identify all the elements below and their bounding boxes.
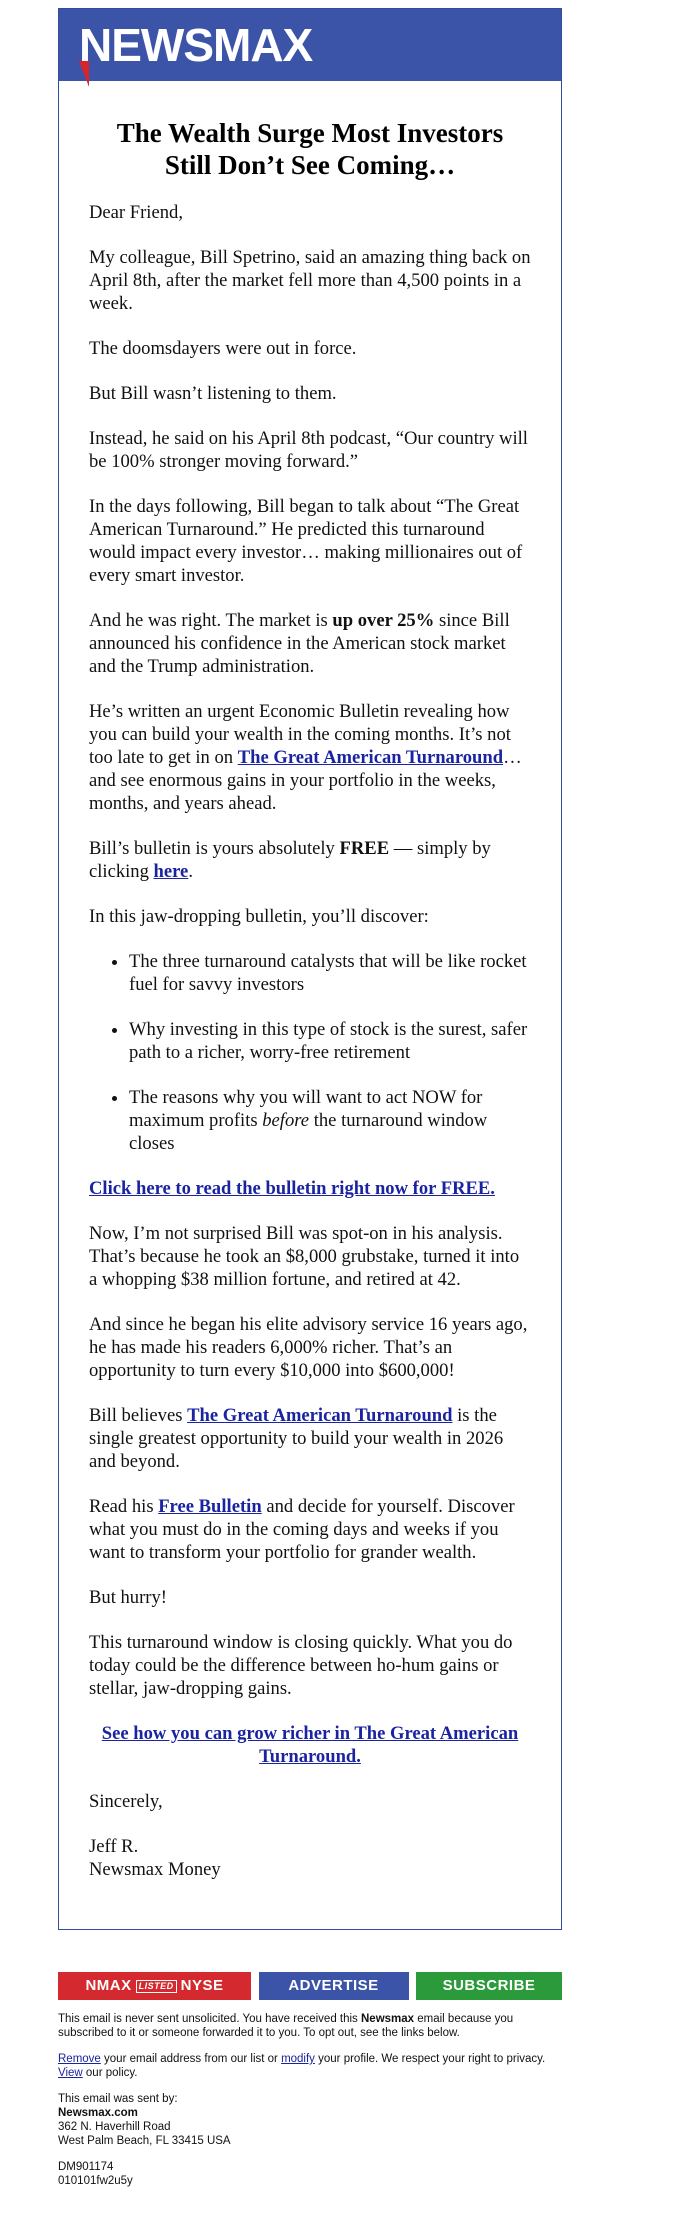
email-body [59,81,561,1929]
list-item: • The three turnaround catalysts that will be like rocket fuel for savvy investors [129,950,531,996]
tracking-codes: DM901174 010101fw2u5y [58,2161,133,2187]
remove-link[interactable]: Remove [58,2053,101,2065]
paragraph: Read his Free Bulletin and decide for yourself. Discover what you must do in the coming days and weeks if you want to transform your portfolio for grander wealth. [89,1496,515,1563]
paragraph: But hurry! [89,1587,167,1608]
grow-richer-link[interactable]: See how you can grow richer in The Great American Turnaround. [101,1723,519,1767]
paragraph: Bill’s bulletin is yours absolutely FREE — simply by clicking here. [89,838,491,882]
view-policy-link[interactable]: View [58,2067,83,2079]
nmax-nyse-button[interactable]: NMAX LISTED NYSE [58,1972,251,2000]
list-item: • Why investing in this type of stock is the surest, safer path to a richer, worry-free retirement [129,1018,531,1064]
paragraph: In the days following, Bill began to talk about “The Great American Turnaround.” He predicted this turnaround would impact every investor… making millionaires out of every smart investor. [89,496,523,586]
greeting: Dear Friend, [89,202,183,223]
modify-link[interactable]: modify [281,2053,315,2065]
emphasis-text: FREE [339,838,390,859]
paragraph: Instead, he said on his April 8th podcast, “Our country will be 100% stronger moving forward.” [89,428,528,472]
bullet-list [89,950,531,1155]
paragraph: But Bill wasn’t listening to them. [89,383,337,404]
paragraph: Now, I’m not surprised Bill was spot-on in his analysis. That’s because he took an $8,000 grubstake, turned it into a whopping $38 million fortune, and retired at 42. [89,1223,520,1290]
read-bulletin-link[interactable]: Click here to read the bulletin right now for FREE. [89,1178,495,1199]
email-wrapper [58,8,562,1930]
here-link[interactable]: here [153,861,189,882]
paragraph: My colleague, Bill Spetrino, said an amazing thing back on April 8th, after the market fell more than 4,500 points in a week. [89,247,531,314]
turnaround-link-2[interactable]: The Great American Turnaround [187,1405,453,1426]
paragraph: The doomsdayers were out in force. [89,338,357,359]
logo-banner[interactable] [59,9,561,81]
paragraph: And he was right. The market is up over 25% since Bill announced his confidence in the American stock market and the Trump administration. [89,610,510,677]
paragraph: Bill believes The Great American Turnaround is the single greatest opportunity to build your wealth in 2026 and beyond. [89,1405,504,1472]
email-footer [58,1972,562,2200]
sender-info: This email was sent by: Newsmax.com 362 N. Haverhill Road West Palm Beach, FL 33415 USA [58,2093,231,2147]
paragraph [89,1177,531,1200]
advertise-button[interactable]: ADVERTISE [259,1972,409,2000]
paragraph: In this jaw-dropping bulletin, you’ll discover: [89,906,429,927]
headline: The Wealth Surge Most Investors Still Don’t See Coming… [116,118,504,180]
turnaround-link[interactable]: The Great American Turnaround [237,747,504,768]
paragraph: This turnaround window is closing quickly. What you do today could be the difference between ho-hum gains or stellar, jaw-dropping gains. [89,1632,513,1699]
subscribe-button[interactable]: SUBSCRIBE [416,1972,562,2000]
email-card [58,8,562,1930]
paragraph: He’s written an urgent Economic Bulletin revealing how you can build your wealth in the coming months. It’s not too late to get in on The Great American Turnaround… and see enormous gains in your portfolio in the weeks, months, and years ahead. [89,701,522,814]
footer-buttons [58,1972,562,2000]
optout-notice: Remove your email address from our list or modify your profile. We respect your right to privacy. View our policy. [58,2053,546,2079]
list-item: • The reasons why you will want to act NOW for maximum profits before the turnaround window closes [129,1086,531,1155]
paragraph: And since he began his elite advisory service 16 years ago, he has made his readers 6,000% richer. That’s an opportunity to turn every $10,000 into $600,000! [89,1314,528,1381]
signature: Jeff R. Newsmax Money [89,1836,221,1880]
closing: Sincerely, [89,1791,163,1812]
paragraph [89,1722,531,1768]
free-bulletin-link[interactable]: Free Bulletin [158,1496,262,1517]
unsolicited-notice: This email is never sent unsolicited. You have received this Newsmax email because you subscribed to it or someone forwarded it to you. To opt out, see the links below. [58,2013,514,2039]
emphasis-text: up over 25% [332,610,435,631]
newsmax-logo[interactable]: NEWSMAX [79,19,312,71]
